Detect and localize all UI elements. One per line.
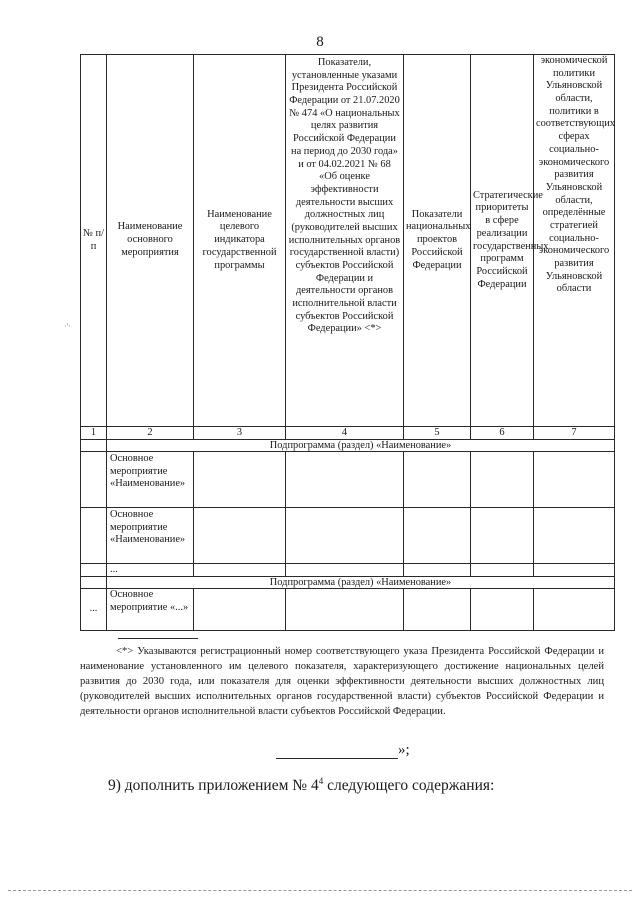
empty-cell <box>81 564 107 577</box>
empty-cell <box>286 589 404 631</box>
subprogram-title: Подпрограмма (раздел) «Наименование» <box>107 577 615 589</box>
activity-cell: Основное мероприятие «...» <box>107 589 194 631</box>
subprogram-row <box>81 577 615 589</box>
empty-cell <box>404 564 471 577</box>
empty-cell <box>534 452 615 508</box>
column-number: 7 <box>534 427 615 440</box>
scan-mark: ·'· <box>64 322 71 331</box>
subprogram-title: Подпрограмма (раздел) «Наименование» <box>107 440 615 452</box>
empty-cell <box>194 452 286 508</box>
table-row <box>81 589 615 631</box>
header-cell-regional-policy: экономической политики Ульяновской области, политики в соответствующих сферах социально-экономического развития Ульяновской области, определённые стратегией социально-экономического развития Ульяновской области <box>534 55 615 427</box>
column-number: 1 <box>81 427 107 440</box>
empty-cell <box>471 452 534 508</box>
empty-cell <box>286 508 404 564</box>
subprogram-row <box>81 440 615 452</box>
table-row <box>81 508 615 564</box>
empty-cell <box>81 508 107 564</box>
footnote: <*> Указываются регистрационный номер соответствующего указа Президента Российской Федерации и наименование установленного им целевого показателя, характеризующего достижение национальных целей развития до 2030 года, или показателя для оценки эффективности деятельности высших должностных лиц (руководителей высших исполнительных органов государственной власти) субъектов Российской Федерации и деятельности органов исполнительной власти субъектов Российской Федерации. <box>80 646 604 717</box>
addition-superscript: 4 <box>318 776 324 786</box>
table-row <box>81 564 615 577</box>
empty-cell <box>534 589 615 631</box>
empty-cell <box>404 452 471 508</box>
addition-prefix: 9) дополнить приложением № 4 <box>108 777 319 795</box>
empty-cell <box>534 508 615 564</box>
column-number-row <box>81 427 615 440</box>
empty-cell <box>81 452 107 508</box>
activity-cell: ... <box>107 564 194 577</box>
column-number: 4 <box>286 427 404 440</box>
empty-cell <box>404 589 471 631</box>
empty-cell <box>81 577 107 589</box>
column-number: 3 <box>194 427 286 440</box>
header-cell-strategic-priorities: Стратегические приоритеты в сфере реализации государственных программ Российской Федерации <box>471 55 534 427</box>
footnote-divider <box>118 638 198 639</box>
header-cell-indicator: Наименование целевого индикатора государственной программы <box>194 55 286 427</box>
activity-cell: Основное мероприятие «Наименование» <box>107 508 194 564</box>
empty-cell <box>534 564 615 577</box>
header-cell-activity: Наименование основного мероприятия <box>107 55 194 427</box>
table-row <box>81 452 615 508</box>
addition-paragraph <box>108 776 608 795</box>
row-number: ... <box>81 589 107 631</box>
header-cell-presidential-indicators: Показатели, установленные указами Президента Российской Федерации от 21.07.2020 № 474 «О национальных целях развития Российской Федерации на период до 2030 года» и от 04.02.2021 № 68 «Об оценке эффективности деятельности высших должностных лиц (руководителей высших исполнительных органов государственной власти) субъектов Российской Федерации и деятельности органов исполнительной власти субъектов Российской Федерации» <*> <box>286 55 404 427</box>
column-number: 5 <box>404 427 471 440</box>
header-cell-national-projects: Показатели национальных проектов Российской Федерации <box>404 55 471 427</box>
header-cell-number: № п/п <box>81 55 107 427</box>
empty-cell <box>471 508 534 564</box>
empty-cell <box>404 508 471 564</box>
empty-cell <box>81 440 107 452</box>
table-header-row <box>81 55 615 427</box>
empty-cell <box>471 564 534 577</box>
empty-cell <box>286 564 404 577</box>
indicators-table <box>80 54 615 631</box>
closing-quote: »; <box>398 742 410 758</box>
closing-line <box>276 742 410 759</box>
scan-edge <box>8 890 632 891</box>
empty-cell <box>194 589 286 631</box>
blank-line <box>276 744 398 759</box>
empty-cell <box>286 452 404 508</box>
column-number: 6 <box>471 427 534 440</box>
column-number: 2 <box>107 427 194 440</box>
empty-cell <box>194 564 286 577</box>
empty-cell <box>471 589 534 631</box>
activity-cell: Основное мероприятие «Наименование» <box>107 452 194 508</box>
empty-cell <box>194 508 286 564</box>
page-number: 8 <box>316 34 324 50</box>
addition-suffix: следующего содержания: <box>323 777 495 795</box>
